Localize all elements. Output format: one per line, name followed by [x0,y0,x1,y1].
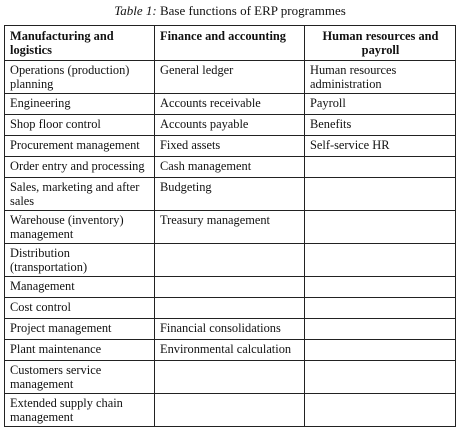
table-row [5,340,456,361]
table-cell: Shop floor control [5,115,155,136]
table-cell: Warehouse (inventory) management [5,211,155,244]
header-manufacturing: Manufacturing and logistics [5,26,155,61]
table-row [5,61,456,94]
table-cell: Sales, marketing and after sales [5,178,155,211]
table-cell [155,298,305,319]
table-cell [305,244,456,277]
table-row [5,211,456,244]
header-finance: Finance and accounting [155,26,305,61]
table-cell: Engineering [5,94,155,115]
table-row [5,94,456,115]
table-cell [305,340,456,361]
table-cell: Cash management [155,157,305,178]
caption-text: Base functions of ERP programmes [156,3,346,18]
table-row [5,361,456,394]
table-cell [155,244,305,277]
table-cell [305,319,456,340]
table-row [5,277,456,298]
table-cell [305,178,456,211]
table-row [5,115,456,136]
table-cell [305,157,456,178]
table-cell [155,394,305,427]
table-row [5,298,456,319]
header-row [5,26,456,61]
table-cell: Treasury management [155,211,305,244]
table-row [5,394,456,427]
table-cell: General ledger [155,61,305,94]
erp-functions-table [4,25,456,427]
table-cell [155,277,305,298]
table-row [5,136,456,157]
table-cell: Self-service HR [305,136,456,157]
table-cell [305,277,456,298]
table-cell [305,361,456,394]
table-row [5,319,456,340]
table-cell [305,211,456,244]
table-cell: Payroll [305,94,456,115]
table-cell: Environmental calculation [155,340,305,361]
table-row [5,157,456,178]
table-cell: Customers service management [5,361,155,394]
table-row [5,178,456,211]
table-cell: Budgeting [155,178,305,211]
table-caption [0,3,460,25]
table-cell: Fixed assets [155,136,305,157]
table-cell: Financial consolidations [155,319,305,340]
table-cell: Distribution (transportation) [5,244,155,277]
table-cell: Procurement management [5,136,155,157]
table-row [5,244,456,277]
table-cell [155,361,305,394]
header-human-resources: Human resources and payroll [305,26,456,61]
table-cell: Plant maintenance [5,340,155,361]
table-cell: Accounts payable [155,115,305,136]
table-cell: Order entry and processing [5,157,155,178]
caption-lead: Table 1: [114,3,157,18]
table-cell [305,298,456,319]
table-cell: Accounts receivable [155,94,305,115]
table-cell [305,394,456,427]
table-cell: Management [5,277,155,298]
table-cell: Project management [5,319,155,340]
table-cell: Cost control [5,298,155,319]
table-cell: Operations (production) planning [5,61,155,94]
table-cell: Extended supply chain management [5,394,155,427]
table-cell: Human resources administration [305,61,456,94]
table-cell: Benefits [305,115,456,136]
